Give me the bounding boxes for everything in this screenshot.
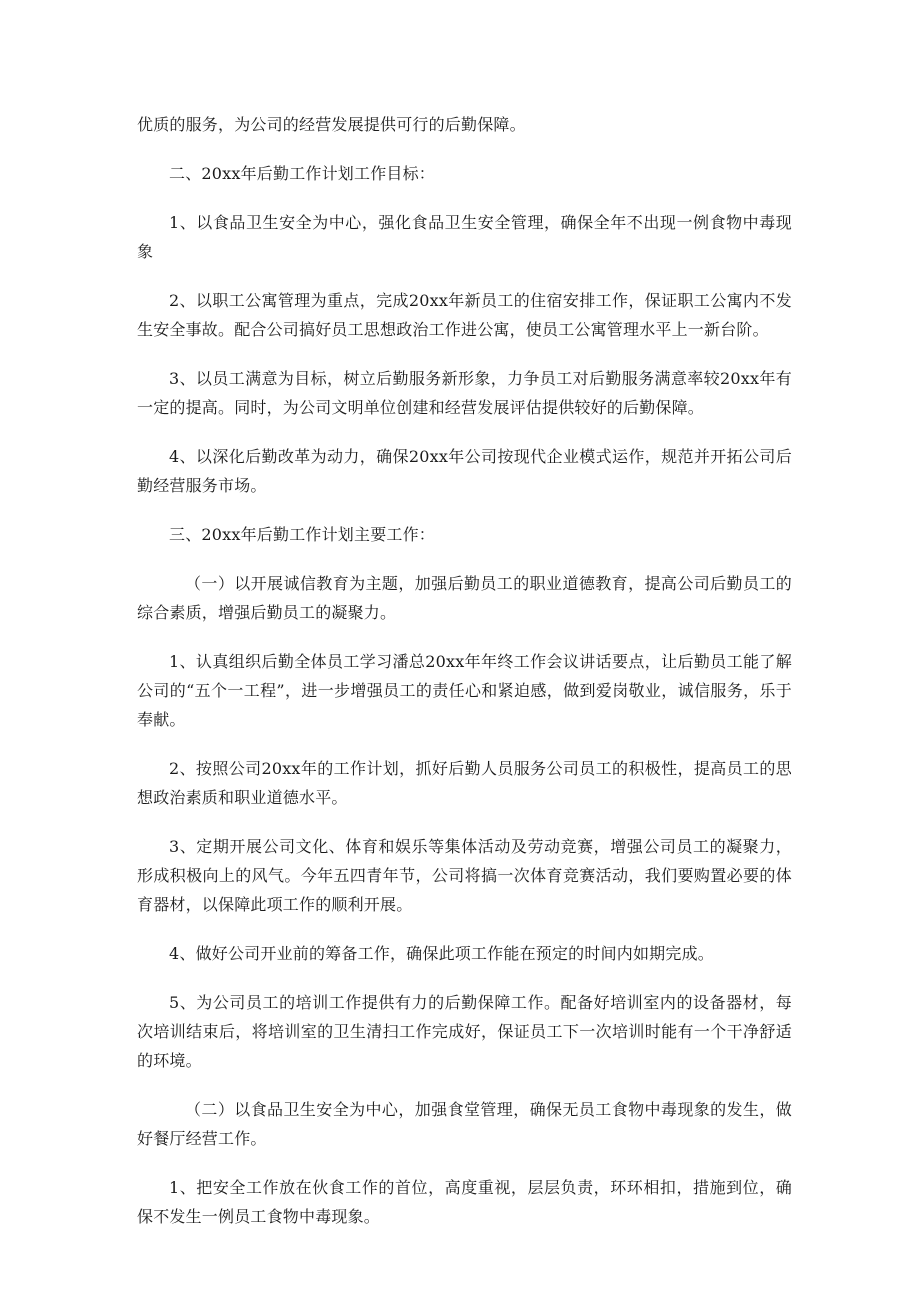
goal-item-4: 4、以深化后勤改革为动力，确保20xx年公司按现代企业模式运作，规范并开拓公司后勤经营服务市场。 <box>137 447 792 495</box>
goal-item-1: 1、以食品卫生安全为中心，强化食品卫生安全管理，确保全年不出现一例食物中毒现象 <box>137 213 792 261</box>
subsection-heading-2: （二）以食品卫生安全为中心，加强食堂管理，确保无员工食物中毒现象的发生，做好餐厅经营工作。 <box>137 1100 792 1148</box>
goal-item-2: 2、以职工公寓管理为重点，完成20xx年新员工的住宿安排工作，保证职工公寓内不发生安全事故。配合公司搞好员工思想政治工作进公寓，使员工公寓管理水平上一新台阶。 <box>137 291 792 339</box>
document-body <box>137 110 792 1251</box>
work-item-1: 1、认真组织后勤全体员工学习潘总20xx年年终工作会议讲话要点，让后勤员工能了解公司的“五个一工程”，进一步增强员工的责任心和紧迫感，做到爱岗敬业，诚信服务，乐于奉献。 <box>137 652 792 729</box>
subsection-heading-1: （一）以开展诚信教育为主题，加强后勤员工的职业道德教育，提高公司后勤员工的综合素质，增强后勤员工的凝聚力。 <box>137 574 792 622</box>
work-item-5: 5、为公司员工的培训工作提供有力的后勤保障工作。配备好培训室内的设备器材，每次培训结束后，将培训室的卫生清扫工作完成好，保证员工下一次培训时能有一个干净舒适的环境。 <box>137 993 792 1070</box>
work-item-2: 2、按照公司20xx年的工作计划，抓好后勤人员服务公司员工的积极性，提高员工的思想政治素质和职业道德水平。 <box>137 759 792 807</box>
section-heading-goals: 二、20xx年后勤工作计划工作目标： <box>169 164 436 183</box>
paragraph-continuation: 优质的服务，为公司的经营发展提供可行的后勤保障。 <box>137 115 526 134</box>
work-item-4: 4、做好公司开业前的筹备工作，确保此项工作能在预定的时间内如期完成。 <box>169 944 714 963</box>
goal-item-3: 3、以员工满意为目标，树立后勤服务新形象，力争员工对后勤服务满意率较20xx年有一定的提高。同时，为公司文明单位创建和经营发展评估提供较好的后勤保障。 <box>137 369 792 417</box>
work-item-3: 3、定期开展公司文化、体育和娱乐等集体活动及劳动竞赛，增强公司员工的凝聚力，形成积极向上的风气。今年五四青年节，公司将搞一次体育竞赛活动，我们要购置必要的体育器材，以保障此项工作的顺利开展。 <box>137 837 792 914</box>
food-safety-item-1: 1、把安全工作放在伙食工作的首位，高度重视，层层负责，环环相扣，措施到位，确保不发生一例员工食物中毒现象。 <box>137 1178 792 1226</box>
section-heading-main-work: 三、20xx年后勤工作计划主要工作： <box>169 525 436 544</box>
